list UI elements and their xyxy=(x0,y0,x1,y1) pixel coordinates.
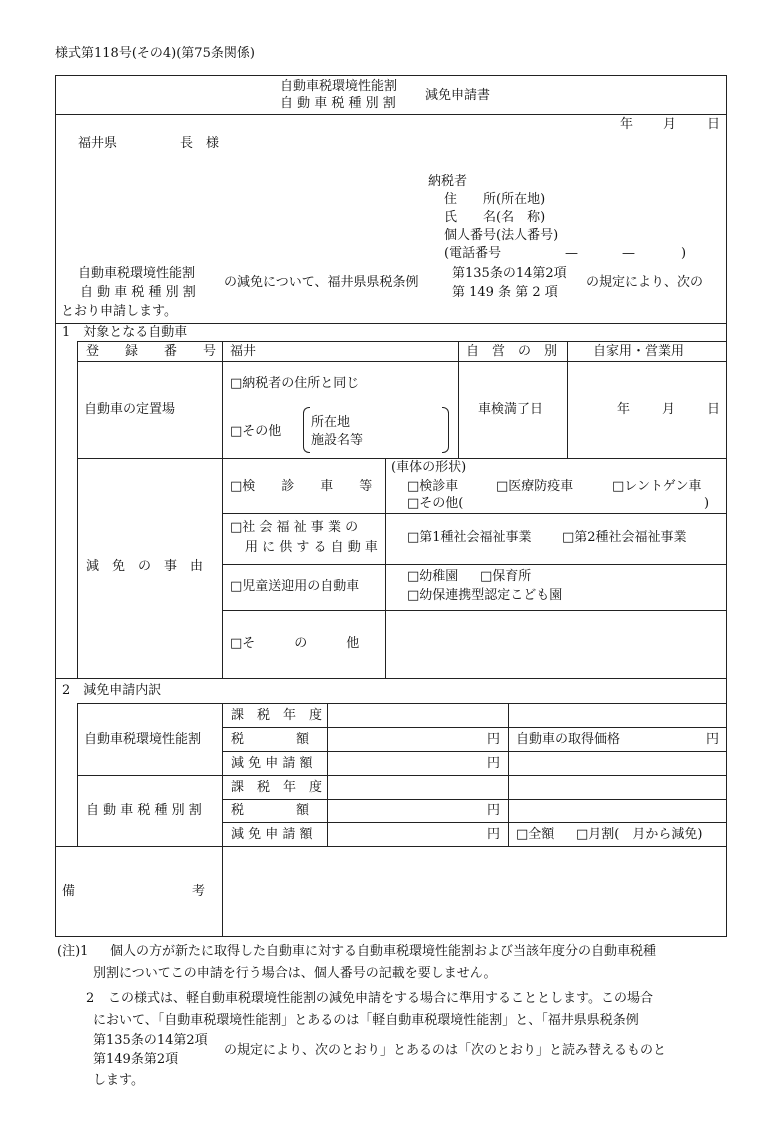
tax-amount-label: 税 額 xyxy=(231,732,310,747)
location-facility-label: 施設名等 xyxy=(311,433,364,448)
addressee-title: 長 様 xyxy=(180,136,220,151)
statement-end: とおり申請します。 xyxy=(61,304,177,319)
divider xyxy=(55,323,727,324)
divider xyxy=(77,458,727,459)
reason-welfare-label2: 用 に 供 す る 自 動 車 xyxy=(245,540,378,555)
opt-kindergarten[interactable]: □幼稚園 xyxy=(407,569,459,584)
tax-amount-yen: 円 xyxy=(487,803,501,818)
vehicle-shape-label: (車体の形状) xyxy=(391,460,467,475)
opt-other-close: ) xyxy=(704,496,710,511)
note-1a: 個人の方が新たに取得した自動車に対する自動車税環境性能割および当該年度分の自動車税種 xyxy=(110,944,657,959)
divider xyxy=(55,678,727,679)
opt-certified-center[interactable]: □幼保連携型認定こども園 xyxy=(407,588,563,603)
divider xyxy=(55,114,727,115)
opt-epidemic-car[interactable]: □医療防疫車 xyxy=(496,479,574,494)
location-other-checkbox[interactable]: □その他 xyxy=(230,424,282,439)
inspection-day: 日 xyxy=(707,402,721,417)
tax-amount-yen: 円 xyxy=(487,732,501,747)
reason-childcare-checkbox[interactable]: □児童送迎用の自動車 xyxy=(230,579,360,594)
divider xyxy=(567,341,568,458)
note-1b: 別割についてこの申請を行う場合は、個人番号の記載を要しません。 xyxy=(93,966,497,981)
note-2c: の規定により、次のとおり」とあるのは「次のとおり」と読み替えるものと xyxy=(224,1043,667,1058)
statement-mid: の減免について、福井県県税条例 xyxy=(224,275,419,290)
fiscal-year-label: 課 税 年 度 xyxy=(231,708,323,723)
inspection-label: 車検満了日 xyxy=(478,402,544,417)
opt-nursery[interactable]: □保育所 xyxy=(480,569,532,584)
type-tax-label: 自 動 車 税 種 別 割 xyxy=(86,803,202,818)
reason-medical-checkbox[interactable]: □検 診 車 等 xyxy=(230,479,373,494)
date-year: 年 xyxy=(620,117,634,132)
addressee-pref: 福井県 xyxy=(78,136,118,151)
full-exempt-checkbox[interactable]: □全額 xyxy=(516,827,555,842)
divider xyxy=(222,564,727,565)
divider xyxy=(77,341,78,678)
note-2d: します。 xyxy=(93,1073,144,1088)
section1-heading: 1 対象となる自動車 xyxy=(62,325,188,340)
statement-tail: の規定により、次の xyxy=(586,275,704,290)
form-number: 様式第118号(その4)(第75条関係) xyxy=(55,46,255,61)
bracket xyxy=(442,407,449,453)
name-label: 氏 名(名 称) xyxy=(444,210,546,225)
inspection-month: 月 xyxy=(662,402,676,417)
taxpayer-label: 納税者 xyxy=(428,174,468,189)
note-2b: において、「自動車税環境性能割」とあるのは「軽自動車税環境性能割」と、「福井県県税条例 xyxy=(93,1013,639,1028)
phone-close: ) xyxy=(681,246,687,261)
opt-xray-car[interactable]: □レントゲン車 xyxy=(612,479,702,494)
address-label: 住 所(所在地) xyxy=(444,192,546,207)
divider xyxy=(77,341,727,342)
reason-welfare-checkbox[interactable]: □社 会 福 祉 事 業 の xyxy=(230,520,359,535)
opt-exam-car[interactable]: □検診車 xyxy=(407,479,459,494)
divider xyxy=(77,703,727,704)
divider xyxy=(222,610,727,611)
reason-other-checkbox[interactable]: □そ の 他 xyxy=(230,636,360,651)
title-line1: 自動車税環境性能割 xyxy=(280,79,398,94)
divider xyxy=(222,822,727,823)
note-2-art-a: 第135条の14第2項 xyxy=(93,1033,208,1048)
opt-welfare-2[interactable]: □第2種社会福祉事業 xyxy=(562,530,687,545)
location-label: 自動車の定置場 xyxy=(84,402,176,417)
divider xyxy=(385,458,386,678)
note-prefix: (注)1 xyxy=(57,944,89,959)
opt-welfare-1[interactable]: □第1種社会福祉事業 xyxy=(407,530,532,545)
id-label: 個人番号(法人番号) xyxy=(444,228,559,243)
usage-value: 自家用・営業用 xyxy=(593,344,685,359)
tax-amount-label: 税 額 xyxy=(231,803,310,818)
divider xyxy=(77,775,727,776)
env-tax-label: 自動車税環境性能割 xyxy=(84,732,202,747)
exempt-amount-label: 減 免 申 請 額 xyxy=(231,827,313,842)
title-line2: 自 動 車 税 種 別 割 xyxy=(280,96,396,111)
exempt-amount-yen: 円 xyxy=(487,756,501,771)
reason-label: 減 免 の 事 由 xyxy=(86,559,204,574)
fiscal-year-label: 課 税 年 度 xyxy=(231,780,323,795)
title-suffix: 減免申請書 xyxy=(425,88,491,103)
divider xyxy=(222,513,727,514)
section2-heading: 2 減免申請内訳 xyxy=(62,683,162,698)
location-same-checkbox[interactable]: □納税者の住所と同じ xyxy=(230,376,360,391)
date-month: 月 xyxy=(663,117,677,132)
usage-label: 自 営 の 別 xyxy=(466,344,558,359)
divider xyxy=(222,727,727,728)
reg-label: 登 録 番 号 xyxy=(86,344,217,359)
reg-value: 福井 xyxy=(230,344,257,359)
bracket xyxy=(303,407,310,453)
divider xyxy=(222,751,727,752)
date-day: 日 xyxy=(707,117,721,132)
divider xyxy=(458,341,459,458)
phone-label: (電話番号 xyxy=(444,246,502,261)
acquisition-price-label: 自動車の取得価格 xyxy=(516,732,621,747)
acquisition-price-yen: 円 xyxy=(706,732,720,747)
note-2-art-b: 第149条第2項 xyxy=(93,1052,179,1067)
statement-tax-b: 自 動 車 税 種 別 割 xyxy=(80,285,196,300)
statement-art-a: 第135条の14第2項 xyxy=(452,266,567,281)
remarks-label: 備 考 xyxy=(62,884,206,899)
inspection-year: 年 xyxy=(617,402,631,417)
divider xyxy=(77,361,727,362)
exempt-amount-yen: 円 xyxy=(487,827,501,842)
phone-dash: — xyxy=(565,246,578,261)
phone-dash: — xyxy=(622,246,635,261)
monthly-exempt-checkbox[interactable]: □月割( 月から減免) xyxy=(576,827,703,842)
statement-art-b: 第 149 条 第 2 項 xyxy=(452,285,558,300)
note-2a: この様式は、軽自動車税環境性能割の減免申請をする場合に準用することとします。この場合 xyxy=(108,991,653,1006)
divider xyxy=(222,799,727,800)
location-address-label: 所在地 xyxy=(311,415,351,430)
opt-other-car[interactable]: □その他( xyxy=(407,496,464,511)
statement-tax-a: 自動車税環境性能割 xyxy=(78,266,196,281)
note-2-number: 2 xyxy=(86,991,95,1006)
divider xyxy=(222,846,223,937)
exempt-amount-label: 減 免 申 請 額 xyxy=(231,756,313,771)
divider xyxy=(222,341,223,678)
divider xyxy=(55,846,727,847)
